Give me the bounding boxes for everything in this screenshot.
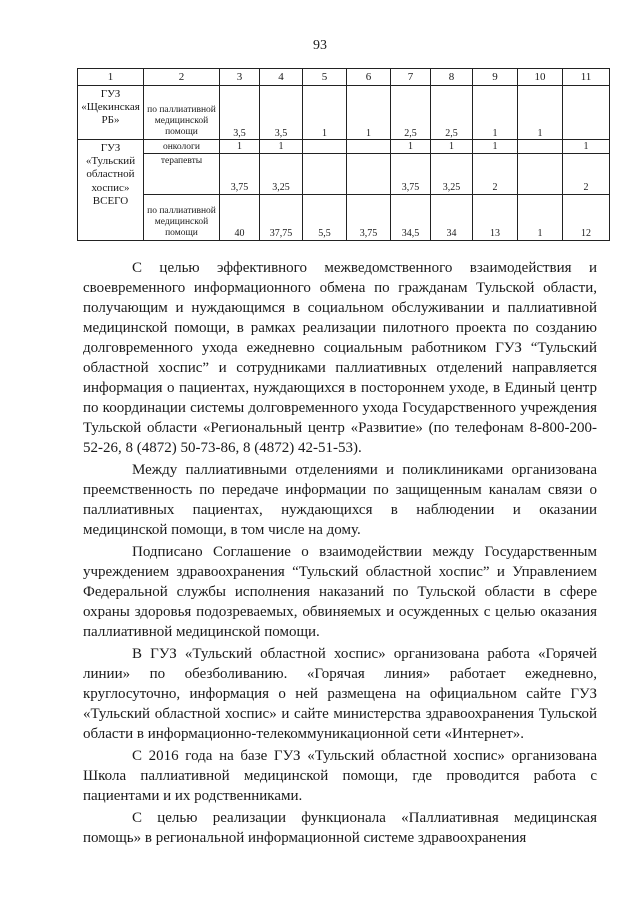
column-header: 10 <box>518 69 563 86</box>
table-row <box>78 86 610 140</box>
table-cell: 1 <box>473 140 518 154</box>
profile-cell: онкологи <box>144 140 220 154</box>
page-number: 93 <box>313 38 327 53</box>
table-cell: 13 <box>473 194 518 240</box>
org-cell: ГУЗ «Щекинская РБ» <box>78 86 144 140</box>
table-cell: 1 <box>473 86 518 140</box>
table-cell: 37,75 <box>260 194 303 240</box>
column-header: 3 <box>220 69 260 86</box>
table-header-row <box>78 69 610 86</box>
table-row <box>78 194 610 240</box>
table-cell: 12 <box>563 194 610 240</box>
table-cell: 34 <box>431 194 473 240</box>
table-cell: 1 <box>220 140 260 154</box>
table-cell: 3,5 <box>220 86 260 140</box>
table-cell: 3,25 <box>260 153 303 194</box>
table-cell: 5,5 <box>303 194 347 240</box>
table-cell: 3,5 <box>260 86 303 140</box>
table-cell: 40 <box>220 194 260 240</box>
table-cell: 3,75 <box>347 194 391 240</box>
table-cell: 3,75 <box>220 153 260 194</box>
table-cell <box>563 86 610 140</box>
column-header: 7 <box>391 69 431 86</box>
table-row <box>78 140 610 154</box>
table-cell: 2,5 <box>391 86 431 140</box>
table-cell: 1 <box>303 86 347 140</box>
paragraph: Между паллиативными отделениями и поликлиниками организована преемственность по передаче информации по защищенным каналам связи о паллиативных пациентах, нуждающихся в наблюдении и оказании медицинской помощи, в том числе на дому. <box>83 462 597 538</box>
table-cell: 1 <box>563 140 610 154</box>
column-header: 5 <box>303 69 347 86</box>
body-text <box>83 258 597 850</box>
table-cell: 34,5 <box>391 194 431 240</box>
table-cell <box>347 153 391 194</box>
org-cell: ГУЗ «Тульский областной хоспис» ВСЕГО <box>78 140 144 241</box>
table-cell: 2 <box>563 153 610 194</box>
paragraph: С целью реализации функционала «Паллиативная медицинская помощь» в региональной информационной системе здравоохранения <box>83 810 597 846</box>
column-header: 2 <box>144 69 220 86</box>
table-cell: 3,75 <box>391 153 431 194</box>
table-cell <box>347 140 391 154</box>
staffing-table <box>77 68 610 241</box>
column-header: 6 <box>347 69 391 86</box>
column-header: 8 <box>431 69 473 86</box>
table-cell: 1 <box>518 86 563 140</box>
table-cell: 1 <box>347 86 391 140</box>
profile-cell: по паллиативной медицинской помощи <box>144 194 220 240</box>
table-cell: 1 <box>431 140 473 154</box>
column-header: 4 <box>260 69 303 86</box>
table-cell <box>518 140 563 154</box>
table-row <box>78 153 610 194</box>
paragraph: В ГУЗ «Тульский областной хоспис» организована работа «Горячей линии» по обезболиванию. «Горячая линия» работает ежедневно, круглосуточно, информация о ней размещена на официальном сайте ГУЗ «Тульский областной хоспис» и сайте министерства здравоохранения Тульской области в информационно-телекоммуникационной сети «Интернет». <box>83 646 597 742</box>
paragraph: С 2016 года на базе ГУЗ «Тульский областной хоспис» организована Школа паллиативной медицинской помощи, где проводится работа с пациентами и их родственниками. <box>83 748 597 804</box>
column-header: 11 <box>563 69 610 86</box>
table-cell: 1 <box>260 140 303 154</box>
column-header: 9 <box>473 69 518 86</box>
table-cell: 1 <box>391 140 431 154</box>
table-cell: 2,5 <box>431 86 473 140</box>
table-cell: 2 <box>473 153 518 194</box>
profile-cell: терапевты <box>144 153 220 194</box>
table-cell: 3,25 <box>431 153 473 194</box>
table-cell <box>303 140 347 154</box>
column-header: 1 <box>78 69 144 86</box>
table-cell <box>303 153 347 194</box>
paragraph: С целью эффективного межведомственного взаимодействия и своевременного информационного обмена по гражданам Тульской области, получающим и нуждающимся в социальном обслуживании и паллиативной медицинской помощи, в рамках реализации пилотного проекта по созданию долговременного ухода ежедневно социальным работником ГУЗ “Тульский областной хоспис” и сотрудниками паллиативных отделений направляется информация о пациентах, нуждающихся в постороннем уходе, в Единый центр по координации системы долговременного ухода Государственного учреждения Тульской области «Региональный центр «Развитие» (по телефонам 8-800-200-52-26, 8 (4872) 50-73-86, 8 (4872) 42-51-53). <box>83 260 597 456</box>
table-cell: 1 <box>518 194 563 240</box>
profile-cell: по паллиативной медицинской помощи <box>144 86 220 140</box>
table-cell <box>518 153 563 194</box>
paragraph: Подписано Соглашение о взаимодействии между Государственным учреждением здравоохранения “Тульский областной хоспис” и Управлением Федеральной службы исполнения наказаний по Тульской области в сфере охраны здоровья подозреваемых, обвиняемых и осужденных с целью оказания паллиативной медицинской помощи. <box>83 544 597 640</box>
